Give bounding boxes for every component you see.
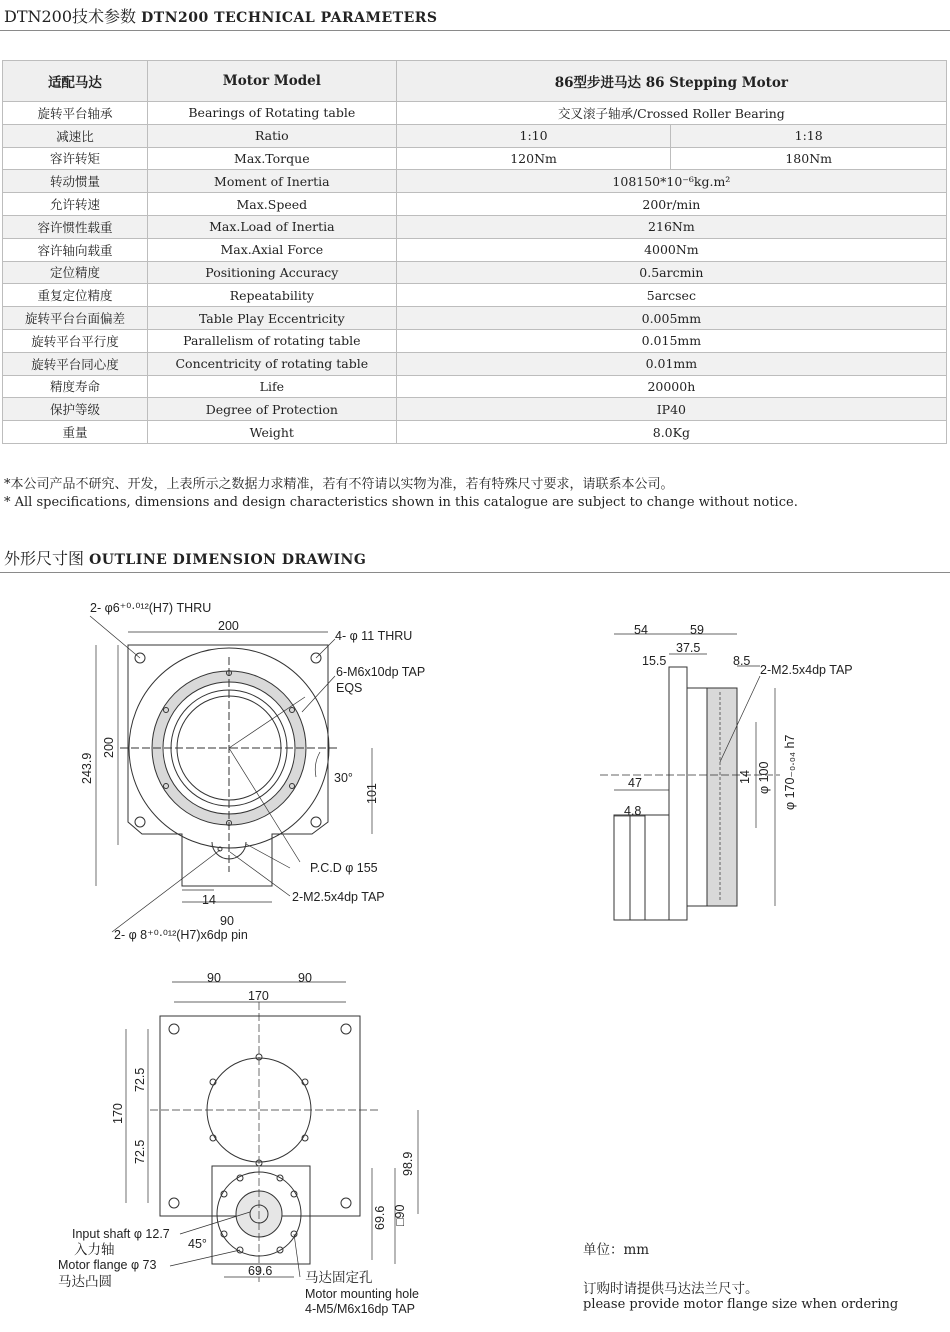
label-45deg: 45° <box>188 1237 207 1251</box>
param-value: 5arcsec <box>396 284 946 307</box>
param-name-en: Concentricity of rotating table <box>147 352 396 375</box>
page-title <box>4 4 438 27</box>
table-row <box>3 307 947 330</box>
param-value: 200r/min <box>396 193 946 216</box>
dim-phi170: φ 170₋₀.₀₄ h7 <box>783 734 797 810</box>
param-value: 120Nm <box>396 147 671 170</box>
label-30deg: 30° <box>334 771 353 785</box>
section-title-cn: 外形尺寸图 <box>4 549 85 568</box>
dim-69-6-vertical: 69.6 <box>373 1205 387 1230</box>
dim-90-left: 90 <box>207 971 221 985</box>
param-name-en: Max.Torque <box>147 147 396 170</box>
param-value: 0.5arcmin <box>396 261 946 284</box>
order-note-en: please provide motor flange size when ordering <box>583 1297 899 1312</box>
param-value: 8.0Kg <box>396 421 946 444</box>
front-view <box>90 616 372 932</box>
unit-label: 单位：mm <box>583 1242 650 1258</box>
dim-15-5: 15.5 <box>642 654 667 668</box>
dim-243-9: 243.9 <box>80 752 94 784</box>
label-pin: 2- φ 8⁺⁰·⁰¹²(H7)x6dp pin <box>114 928 248 942</box>
param-name-en: Repeatability <box>147 284 396 307</box>
label-2phi6-thru: 2- φ6⁺⁰·⁰¹²(H7) THRU <box>90 601 212 615</box>
label-motor-flange-cn: 马达凸圆 <box>58 1274 112 1290</box>
dim-square-90: □90 <box>393 1204 407 1226</box>
param-value: 0.01mm <box>396 352 946 375</box>
note-cn: *本公司产品不研究、开发，上表所示之数据力求精准，若有不符请以实物为准，若有特殊尺寸要求，请联系本公司。 <box>4 477 674 492</box>
header-cell: Motor Model <box>147 61 396 102</box>
dim-54: 54 <box>634 623 648 637</box>
param-name-en: Positioning Accuracy <box>147 261 396 284</box>
section-title <box>4 546 366 569</box>
dim-4-8: 4.8 <box>624 804 642 818</box>
dim-170-side: 170 <box>111 1103 125 1124</box>
dim-72-5-lower: 72.5 <box>133 1139 147 1164</box>
dim-side-14: 14 <box>738 770 752 784</box>
order-note-cn: 订购时请提供马达法兰尺寸。 <box>583 1281 759 1297</box>
param-name-cn: 重量 <box>3 421 148 444</box>
param-name-cn: 容许转矩 <box>3 147 148 170</box>
param-name-en: Life <box>147 375 396 398</box>
label-input-shaft-cn: 入力轴 <box>74 1242 115 1258</box>
label-mount-cn: 马达固定孔 <box>305 1270 373 1286</box>
label-6m6-tap: 6-M6x10dp TAP <box>336 665 426 679</box>
dim-37-5: 37.5 <box>676 641 701 655</box>
param-value: 1:10 <box>396 124 671 147</box>
param-name-en: Moment of Inertia <box>147 170 396 193</box>
table-header-row <box>3 61 947 102</box>
dim-200-top: 200 <box>218 619 239 633</box>
param-name-cn: 容许轴向载重 <box>3 238 148 261</box>
table-row <box>3 170 947 193</box>
table-row <box>3 284 947 307</box>
param-name-cn: 定位精度 <box>3 261 148 284</box>
param-name-cn: 允许转速 <box>3 193 148 216</box>
param-value: 216Nm <box>396 215 946 238</box>
param-value: 0.005mm <box>396 307 946 330</box>
table-row <box>3 238 947 261</box>
title-en: DTN200 TECHNICAL PARAMETERS <box>141 10 438 26</box>
param-value: 交叉滚子轴承/Crossed Roller Bearing <box>396 102 946 125</box>
label-motor-flange: Motor flange φ 73 <box>58 1258 157 1272</box>
header-cell: 适配马达 <box>3 61 148 102</box>
header-cell: 86型步进马达 86 Stepping Motor <box>396 61 946 102</box>
param-name-en: Max.Axial Force <box>147 238 396 261</box>
side-view <box>600 634 780 920</box>
table-row <box>3 124 947 147</box>
dim-90: 90 <box>220 914 234 928</box>
param-name-cn: 精度寿命 <box>3 375 148 398</box>
table-row <box>3 261 947 284</box>
param-name-en: Max.Load of Inertia <box>147 215 396 238</box>
param-value: 20000h <box>396 375 946 398</box>
divider <box>0 30 950 31</box>
param-name-cn: 旋转平台轴承 <box>3 102 148 125</box>
param-name-cn: 重复定位精度 <box>3 284 148 307</box>
param-name-en: Bearings of Rotating table <box>147 102 396 125</box>
param-value: IP40 <box>396 398 946 421</box>
table-row <box>3 215 947 238</box>
table-row <box>3 398 947 421</box>
table-row <box>3 102 947 125</box>
param-name-cn: 旋转平台同心度 <box>3 352 148 375</box>
param-name-en: Parallelism of rotating table <box>147 329 396 352</box>
table-row <box>3 352 947 375</box>
dim-phi100: φ 100 <box>757 761 771 794</box>
param-name-en: Ratio <box>147 124 396 147</box>
dim-8-5: 8.5 <box>733 654 751 668</box>
note-en: * All specifications, dimensions and design characteristics shown in this catalogue are subject to change without notice. <box>4 495 798 510</box>
label-input-shaft: Input shaft φ 12.7 <box>72 1227 170 1241</box>
label-eqs: EQS <box>336 681 363 695</box>
label-4phi11-thru: 4- φ 11 THRU <box>335 629 413 643</box>
dim-59: 59 <box>690 623 704 637</box>
label-mount-tap: 4-M5/M6x16dp TAP <box>305 1302 416 1316</box>
param-name-cn: 转动惯量 <box>3 170 148 193</box>
param-name-cn: 容许惯性载重 <box>3 215 148 238</box>
label-side-tap: 2-M2.5x4dp TAP <box>760 663 853 677</box>
param-value: 0.015mm <box>396 329 946 352</box>
param-name-en: Degree of Protection <box>147 398 396 421</box>
table-row <box>3 421 947 444</box>
param-value: 4000Nm <box>396 238 946 261</box>
dim-69-6-horizontal: 69.6 <box>248 1264 273 1278</box>
spec-table <box>2 60 947 444</box>
bottom-view <box>126 982 418 1282</box>
table-row <box>3 147 947 170</box>
dim-200-side: 200 <box>102 737 116 758</box>
dim-98-9: 98.9 <box>401 1151 415 1176</box>
dim-170-top: 170 <box>248 989 269 1003</box>
param-name-cn: 减速比 <box>3 124 148 147</box>
param-name-en: Max.Speed <box>147 193 396 216</box>
title-cn: DTN200技术参数 <box>4 7 137 26</box>
label-2m25-tap: 2-M2.5x4dp TAP <box>292 890 385 904</box>
dim-14: 14 <box>202 893 216 907</box>
dim-47: 47 <box>628 776 642 790</box>
param-name-cn: 旋转平台平行度 <box>3 329 148 352</box>
dim-90-right: 90 <box>298 971 312 985</box>
table-row <box>3 375 947 398</box>
param-value: 108150*10⁻⁶kg.m² <box>396 170 946 193</box>
param-value: 180Nm <box>671 147 947 170</box>
label-pcd: P.C.D φ 155 <box>310 861 378 875</box>
param-name-en: Table Play Eccentricity <box>147 307 396 330</box>
label-mount-en: Motor mounting hole <box>305 1287 419 1301</box>
table-row <box>3 193 947 216</box>
param-name-en: Weight <box>147 421 396 444</box>
param-value: 1:18 <box>671 124 947 147</box>
table-row <box>3 329 947 352</box>
dim-101: 101 <box>365 783 379 804</box>
dim-72-5-upper: 72.5 <box>133 1067 147 1092</box>
outline-drawing <box>0 572 950 1332</box>
section-title-en: OUTLINE DIMENSION DRAWING <box>89 552 367 568</box>
param-name-cn: 旋转平台台面偏差 <box>3 307 148 330</box>
param-name-cn: 保护等级 <box>3 398 148 421</box>
